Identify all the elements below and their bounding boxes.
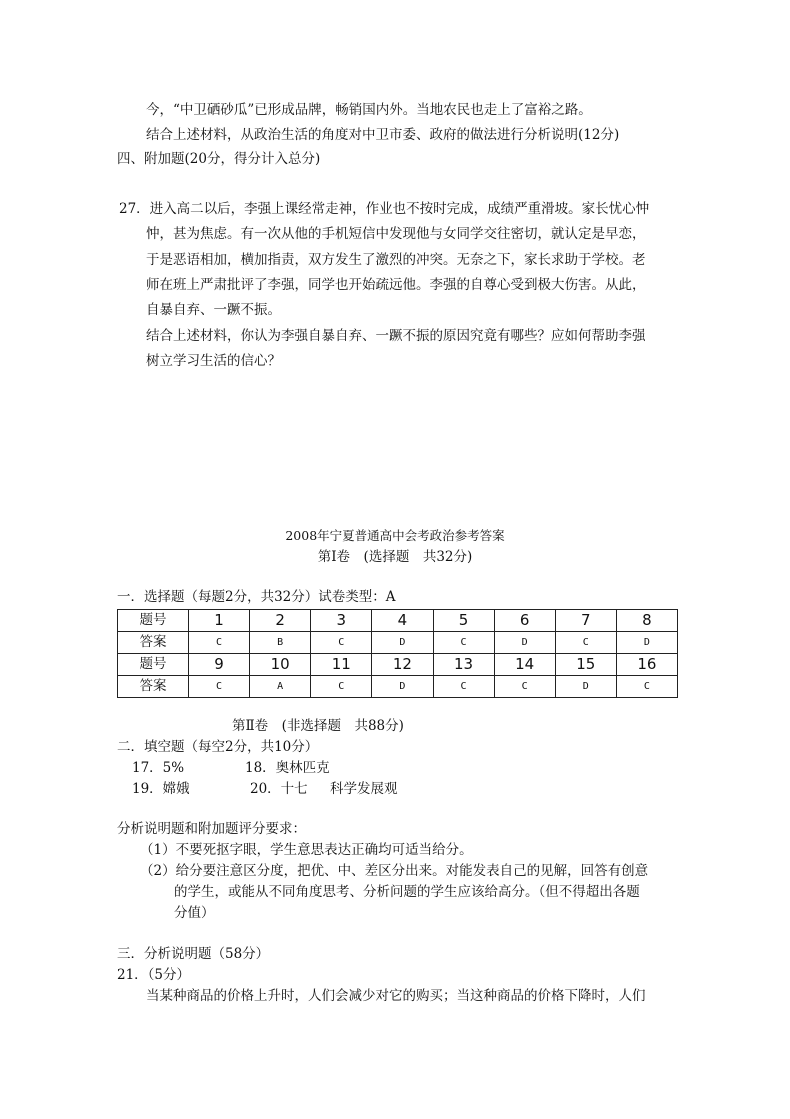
- fill-answer-20b: 科学发展观: [330, 781, 398, 797]
- top-line-2: 结合上述材料，从政治生活的角度对中卫市委、政府的做法进行分析说明(12分): [146, 127, 620, 143]
- num-label: 题号: [118, 610, 189, 632]
- table-row: [118, 654, 678, 676]
- fill-answer-17: 17．5%: [132, 760, 185, 776]
- answer-cell: D: [372, 676, 433, 698]
- table-row: [118, 632, 678, 654]
- answer-cell: C: [189, 632, 250, 654]
- scoring-item-2-line-1: （2）给分要注意区分度，把优、中、差区分出来。对能发表自己的见解，回答有创意: [140, 863, 649, 879]
- scoring-item-2-line-3: 分值）: [174, 905, 215, 921]
- section2-heading: 二．填空题（每空2分，共10分）: [117, 739, 319, 755]
- part1-title: 第Ⅰ卷 (选择题 共32分): [317, 549, 473, 565]
- answer-cell: D: [494, 632, 555, 654]
- q27-line-4: 师在班上严肃批评了李强，同学也开始疏远他。李强的自尊心受到极大伤害。从此，: [146, 277, 646, 293]
- num-label: 题号: [118, 654, 189, 676]
- part2-title: 第Ⅱ卷 (非选择题 共88分): [232, 718, 404, 734]
- fill-answer-18: 18．奥林匹克: [245, 760, 330, 776]
- question-number: 1: [189, 610, 250, 632]
- section1-heading: 一．选择题（每题2分，共32分）试卷类型：A: [117, 589, 396, 605]
- answer-cell: C: [555, 632, 616, 654]
- scoring-item-2-line-2: 的学生，或能从不同角度思考、分析问题的学生应该给高分。（但不得超出各题: [174, 884, 640, 900]
- answer-cell: B: [250, 632, 311, 654]
- ans-label: 答案: [118, 632, 189, 654]
- table-row: [118, 676, 678, 698]
- section3-heading: 三．分析说明题（58分）: [117, 946, 270, 962]
- question-number: 5: [433, 610, 494, 632]
- q27-line-7: 树立学习生活的信心？: [146, 353, 281, 369]
- section-four-heading: 四、附加题(20分，得分计入总分): [117, 151, 321, 167]
- answer-cell: D: [616, 632, 677, 654]
- answer-cell: C: [433, 632, 494, 654]
- answer-key-title: 2008年宁夏普通高中会考政治参考答案: [285, 528, 505, 543]
- q27-line-2: 忡，甚为焦虑。有一次从他的手机短信中发现他与女同学交往密切，就认定是早恋，: [146, 226, 646, 242]
- answer-table: [117, 609, 678, 698]
- answer-cell: C: [494, 676, 555, 698]
- answer-cell: D: [555, 676, 616, 698]
- answer-cell: C: [616, 676, 677, 698]
- answer-cell: C: [433, 676, 494, 698]
- table-row: [118, 610, 678, 632]
- question-number: 16: [616, 654, 677, 676]
- question-number: 10: [250, 654, 311, 676]
- question-number: 8: [616, 610, 677, 632]
- q21-line-1: 当某种商品的价格上升时，人们会减少对它的购买；当这种商品的价格下降时，人们: [146, 988, 646, 1004]
- answer-cell: C: [189, 676, 250, 698]
- question-number: 11: [311, 654, 372, 676]
- answer-cell: C: [311, 632, 372, 654]
- question-number: 2: [250, 610, 311, 632]
- q27-line-3: 于是恶语相加，横加指责，双方发生了激烈的冲突。无奈之下，家长求助于学校。老: [146, 252, 646, 268]
- question-number: 12: [372, 654, 433, 676]
- q27-line-1: 27．进入高二以后，李强上课经常走神，作业也不按时完成，成绩严重滑坡。家长忧心忡: [119, 201, 650, 217]
- question-number: 13: [433, 654, 494, 676]
- answer-cell: A: [250, 676, 311, 698]
- question-number: 9: [189, 654, 250, 676]
- answer-cell: D: [372, 632, 433, 654]
- q27-line-6: 结合上述材料，你认为李强自暴自弃、一蹶不振的原因究竟有哪些？应如何帮助李强: [146, 328, 646, 344]
- question-number: 4: [372, 610, 433, 632]
- ans-label: 答案: [118, 676, 189, 698]
- question-number: 6: [494, 610, 555, 632]
- question-number: 15: [555, 654, 616, 676]
- top-line-1: 今，“中卫硒砂瓜”已形成品牌，畅销国内外。当地农民也走上了富裕之路。: [146, 102, 592, 118]
- q27-line-5: 自暴自弃、一蹶不振。: [146, 302, 281, 318]
- question-number: 3: [311, 610, 372, 632]
- question-number: 7: [555, 610, 616, 632]
- question-number: 14: [494, 654, 555, 676]
- scoring-heading: 分析说明题和附加题评分要求：: [117, 821, 306, 837]
- scoring-item-1: （1）不要死抠字眼，学生意思表达正确均可适当给分。: [140, 842, 473, 858]
- q21-label: 21．（5分）: [117, 967, 191, 983]
- answer-cell: C: [311, 676, 372, 698]
- fill-answer-20: 20．十七: [250, 781, 308, 797]
- fill-answer-19: 19．嫦娥: [132, 781, 190, 797]
